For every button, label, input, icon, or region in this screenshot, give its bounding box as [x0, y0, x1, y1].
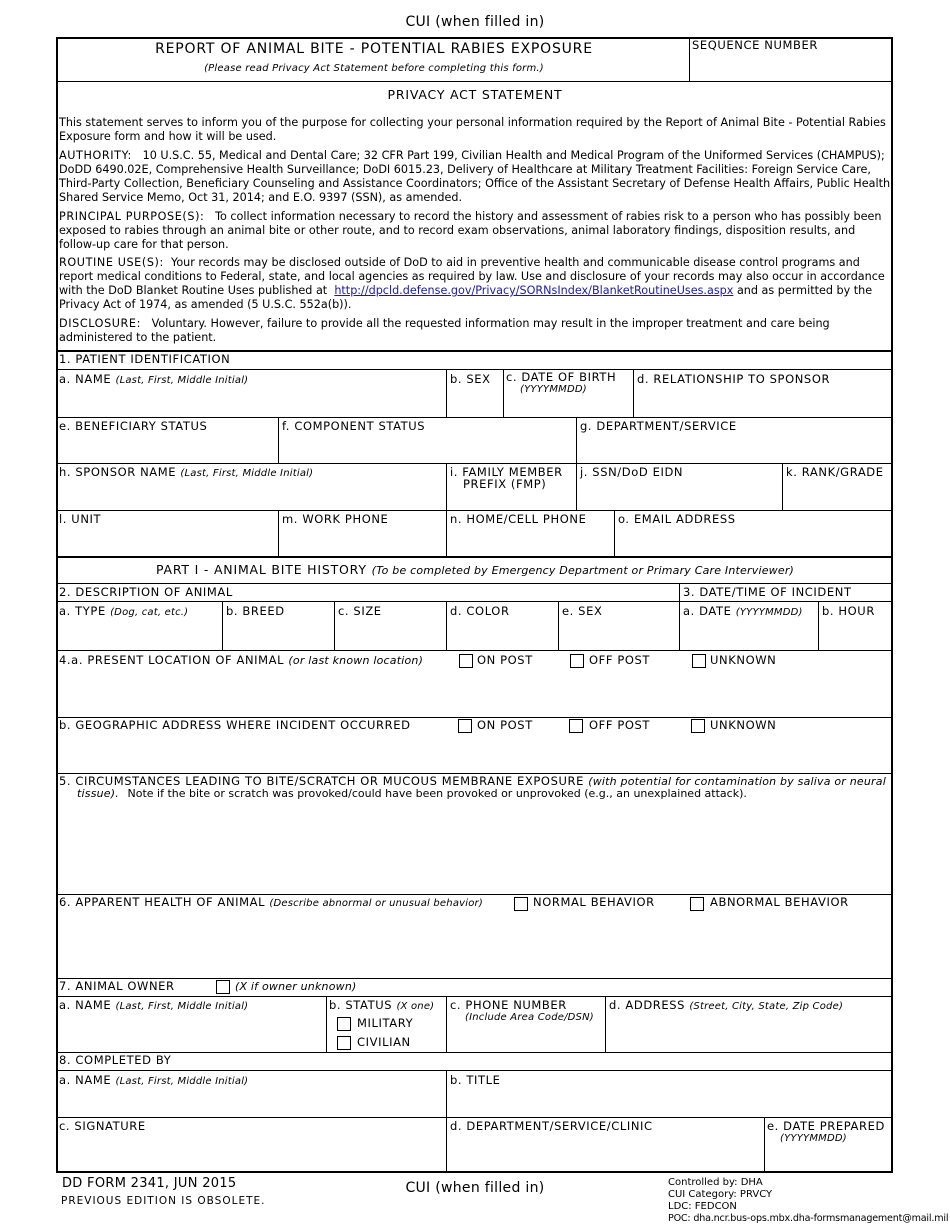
fmp-label[interactable]: i. FAMILY MEMBER: [450, 465, 563, 479]
civilian-checkbox[interactable]: [337, 1036, 351, 1050]
circumstances-note: tissue). Note if the bite or scratch was provoked/could have been provoked or unprovoked (e.g., an unexplained attack).: [77, 787, 747, 800]
geo-unknown-checkbox[interactable]: [691, 719, 705, 733]
cui-category: CUI Category: PRVCY: [668, 1189, 773, 1200]
unit-label[interactable]: l. UNIT: [59, 512, 102, 526]
sequence-number-field[interactable]: [691, 54, 891, 80]
fmp-label-2: PREFIX (FMP): [463, 477, 547, 491]
breed-label[interactable]: b. BREED: [226, 604, 285, 618]
s3-heading: 3. DATE/TIME OF INCIDENT: [683, 585, 852, 599]
s7-heading: 7. ANIMAL OWNER: [59, 979, 175, 993]
present-on-post-label: ON POST: [477, 653, 533, 667]
completed-by-title-label[interactable]: b. TITLE: [450, 1073, 501, 1087]
blanket-routine-uses-link[interactable]: http://dpcld.defense.gov/Privacy/SORNsIndex/BlanketRoutineUses.aspx: [334, 284, 734, 297]
owner-unknown-label: (X if owner unknown): [235, 980, 357, 993]
ldc: LDC: FEDCON: [668, 1201, 737, 1212]
sponsor-name-label[interactable]: h. SPONSOR NAME (Last, First, Middle Initial): [59, 465, 314, 479]
department-service-label[interactable]: g. DEPARTMENT/SERVICE: [580, 419, 737, 433]
present-unknown-label: UNKNOWN: [710, 653, 777, 667]
work-phone-label[interactable]: m. WORK PHONE: [282, 512, 389, 526]
cui-banner-top: CUI (when filled in): [405, 14, 545, 30]
circumstances-label[interactable]: 5. CIRCUMSTANCES LEADING TO BITE/SCRATCH OR MUCOUS MEMBRANE EXPOSURE (with potential for contamination by saliva or neural: [59, 774, 886, 788]
geo-off-post-checkbox[interactable]: [569, 719, 583, 733]
abnormal-behavior-label: ABNORMAL BEHAVIOR: [710, 895, 849, 909]
dob-label[interactable]: c. DATE OF BIRTH: [506, 370, 617, 384]
component-status-label[interactable]: f. COMPONENT STATUS: [282, 419, 426, 433]
form-subtitle: (Please read Privacy Act Statement before completing this form.): [204, 63, 544, 74]
privacy-authority: [59, 149, 891, 205]
present-off-post-checkbox[interactable]: [570, 654, 584, 668]
geographic-address-label[interactable]: b. GEOGRAPHIC ADDRESS WHERE INCIDENT OCCURRED: [59, 718, 411, 732]
geo-on-post-checkbox[interactable]: [458, 719, 472, 733]
controlled-by: Controlled by: DHA: [668, 1177, 763, 1188]
beneficiary-status-label[interactable]: e. BENEFICIARY STATUS: [59, 419, 208, 433]
date-prepared-label[interactable]: e. DATE PREPARED: [767, 1119, 885, 1133]
geo-on-post-label: ON POST: [477, 718, 533, 732]
animal-sex-label[interactable]: e. SEX: [562, 604, 603, 618]
form-id: DD FORM 2341, JUN 2015: [62, 1176, 237, 1191]
owner-phone-label[interactable]: c. PHONE NUMBER: [450, 998, 567, 1012]
poc-email: POC: dha.ncr.bus-ops.mbx.dha-formsmanagement@mail.mil: [668, 1213, 949, 1224]
authority-label: AUTHORITY:: [59, 149, 132, 162]
purpose-text: To collect information necessary to record the history and assessment of rabies risk to a person who has possibly been exposed to rabies through an animal bite or other route, and to record exam observations, animal laboratory findings, disposition results, and follow-up care for that person.: [59, 210, 882, 251]
incident-hour-label[interactable]: b. HOUR: [822, 604, 875, 618]
routine-tail: and as permitted by the Privacy Act of 1974, as amended (5 U.S.C. 552a(b)).: [59, 284, 873, 311]
patient-sex-label[interactable]: b. SEX: [450, 372, 491, 386]
s1-heading: 1. PATIENT IDENTIFICATION: [59, 352, 231, 366]
completed-by-name-label[interactable]: a. NAME (Last, First, Middle Initial): [59, 1073, 249, 1087]
civilian-label: CIVILIAN: [357, 1035, 411, 1049]
geo-unknown-label: UNKNOWN: [710, 718, 777, 732]
relationship-label[interactable]: d. RELATIONSHIP TO SPONSOR: [637, 372, 831, 386]
animal-type-label[interactable]: a. TYPE (Dog, cat, etc.): [59, 604, 189, 618]
email-label[interactable]: o. EMAIL ADDRESS: [618, 512, 736, 526]
home-phone-label[interactable]: n. HOME/CELL PHONE: [450, 512, 587, 526]
signature-label[interactable]: c. SIGNATURE: [59, 1119, 146, 1133]
purpose-label: PRINCIPAL PURPOSE(S):: [59, 210, 205, 223]
disclosure-text: Voluntary. However, failure to provide all the requested information may result in the improper treatment and care being administered to the patient.: [59, 317, 830, 344]
ssn-label[interactable]: j. SSN/DoD EIDN: [580, 465, 684, 479]
incident-date-label[interactable]: a. DATE (YYYYMMDD): [683, 604, 803, 618]
military-label: MILITARY: [357, 1016, 414, 1030]
obsolete-note: PREVIOUS EDITION IS OBSOLETE.: [61, 1195, 266, 1207]
dob-format: (YYYYMMDD): [520, 384, 587, 395]
owner-address-label[interactable]: d. ADDRESS (Street, City, State, Zip Code): [609, 998, 844, 1012]
color-label[interactable]: d. COLOR: [450, 604, 510, 618]
authority-text: 10 U.S.C. 55, Medical and Dental Care; 32 CFR Part 199, Civilian Health and Medical Program of the Uniformed Services (CHAMPUS); DoDD 6490.02E, Comprehensive Health Surveillance; DoDI 6015.23, Delivery of Healthcare at Military Treatment Facilities: Foreign Service Care, Third-Party Collection, Beneficiary Counseling and Assistance Coordinators; Office of the Assistant Secretary of Defense Health Affairs, Public Health Shared Service Memo, Oct 31, 2014; and E.O. 9397 (SSN), as amended.: [59, 149, 891, 204]
owner-phone-note: (Include Area Code/DSN): [465, 1012, 594, 1023]
abnormal-behavior-checkbox[interactable]: [690, 897, 704, 911]
patient-name-label[interactable]: a. NAME (Last, First, Middle Initial): [59, 372, 249, 386]
privacy-heading: PRIVACY ACT STATEMENT: [387, 87, 563, 102]
sequence-number-label: SEQUENCE NUMBER: [692, 38, 818, 52]
routine-text: Your records may be disclosed outside of DoD to aid in preventive health and communicable disease control programs and report medical conditions to Federal, state, and local agencies as required by law. Use and disclosure of your records may also occur in accordance with the DoD Blanket Routine Uses published at: [59, 256, 885, 297]
s8-heading: 8. COMPLETED BY: [59, 1053, 172, 1067]
present-unknown-checkbox[interactable]: [692, 654, 706, 668]
owner-unknown-checkbox[interactable]: [216, 980, 230, 994]
rank-grade-label[interactable]: k. RANK/GRADE: [786, 465, 884, 479]
present-location-label[interactable]: 4.a. PRESENT LOCATION OF ANIMAL (or last known location): [59, 653, 424, 667]
owner-status-label: b. STATUS (X one): [329, 998, 435, 1012]
owner-name-label[interactable]: a. NAME (Last, First, Middle Initial): [59, 998, 249, 1012]
cui-banner-bottom: CUI (when filled in): [405, 1180, 545, 1196]
privacy-disclosure: [59, 317, 891, 345]
present-off-post-label: OFF POST: [589, 653, 651, 667]
geo-off-post-label: OFF POST: [589, 718, 651, 732]
present-on-post-checkbox[interactable]: [459, 654, 473, 668]
normal-behavior-label: NORMAL BEHAVIOR: [533, 895, 655, 909]
military-checkbox[interactable]: [337, 1017, 351, 1031]
routine-label: ROUTINE USE(S):: [59, 256, 164, 269]
disclosure-label: DISCLOSURE:: [59, 317, 141, 330]
date-prepared-format: (YYYYMMDD): [780, 1133, 847, 1144]
normal-behavior-checkbox[interactable]: [514, 897, 528, 911]
part1-heading: PART I - ANIMAL BITE HISTORY (To be completed by Emergency Department or Primary Care Interviewer): [155, 562, 795, 577]
privacy-purpose: [59, 210, 891, 252]
form-title: REPORT OF ANIMAL BITE - POTENTIAL RABIES EXPOSURE: [155, 41, 593, 57]
privacy-routine: [59, 256, 891, 312]
apparent-health-label[interactable]: 6. APPARENT HEALTH OF ANIMAL (Describe abnormal or unusual behavior): [59, 895, 483, 909]
size-label[interactable]: c. SIZE: [338, 604, 382, 618]
s2-heading: 2. DESCRIPTION OF ANIMAL: [59, 585, 233, 599]
clinic-label[interactable]: d. DEPARTMENT/SERVICE/CLINIC: [450, 1119, 653, 1133]
privacy-intro: This statement serves to inform you of the purpose for collecting your personal information required by the Report of Animal Bite - Potential Rabies Exposure form and how it will be used.: [59, 116, 886, 143]
